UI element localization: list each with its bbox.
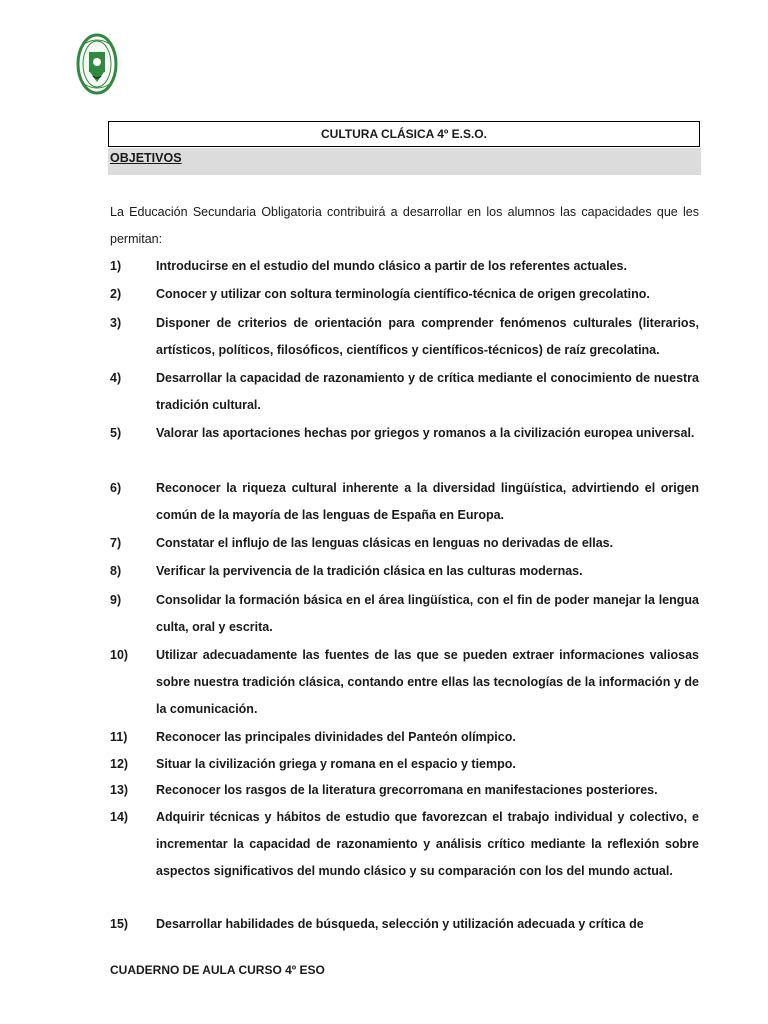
list-item-number: 8)	[110, 564, 122, 578]
list-item	[110, 420, 699, 447]
list-item	[110, 587, 699, 641]
list-item	[110, 365, 699, 419]
list-item-text: Consolidar la formación básica en el área lingüística, con el fin de poder manejar la lengua culta, oral y escrita.	[156, 593, 699, 634]
list-item-text: Constatar el influjo de las lenguas clásicas en lenguas no derivadas de ellas.	[156, 536, 614, 550]
list-item	[110, 911, 699, 938]
list-item-text: Valorar las aportaciones hechas por griegos y romanos a la civilización europea universal.	[156, 426, 695, 440]
list-item	[110, 253, 699, 280]
list-item-number: 12)	[110, 757, 129, 771]
list-item-text: Adquirir técnicas y hábitos de estudio que favorezcan el trabajo individual y colectivo, e incrementar la capacidad de razonamiento y análisis crítico mediante la reflexión sobre aspectos significativos del mundo clásico y su comparación con los del mundo actual.	[156, 810, 699, 878]
document-title: CULTURA CLÁSICA 4º E.S.O.	[108, 121, 700, 147]
list-item-number: 11)	[110, 730, 128, 744]
list-item	[110, 777, 699, 804]
list-item-number: 15)	[110, 917, 129, 931]
list-item-text: Disponer de criterios de orientación para comprender fenómenos culturales (literarios, artísticos, políticos, filosóficos, científicos y científicos-técnicos) de raíz grecolatina.	[156, 316, 699, 357]
list-item	[110, 558, 699, 585]
list-item	[110, 281, 699, 308]
list-item	[110, 642, 699, 723]
list-item	[110, 751, 699, 778]
list-item-number: 7)	[110, 536, 122, 550]
list-item-text: Utilizar adecuadamente las fuentes de las que se pueden extraer informaciones valiosas sobre nuestra tradición clásica, contando entre ellas las tecnologías de la información y de la comunicación.	[156, 648, 699, 716]
intro-paragraph: La Educación Secundaria Obligatoria contribuirá a desarrollar en los alumnos las capacidades que les permitan:	[110, 205, 699, 246]
list-item	[110, 804, 699, 885]
list-item-number: 1)	[110, 259, 122, 273]
list-item-text: Verificar la pervivencia de la tradición clásica en las culturas modernas.	[156, 564, 583, 578]
list-item-number: 5)	[110, 426, 122, 440]
list-item-number: 3)	[110, 316, 122, 330]
list-item-text: Desarrollar habilidades de búsqueda, selección y utilización adecuada y crítica de	[156, 917, 644, 931]
list-item-number: 6)	[110, 481, 122, 495]
list-item-number: 2)	[110, 287, 122, 301]
list-item-number: 13)	[110, 783, 129, 797]
list-item-number: 10)	[110, 648, 129, 662]
list-item-number: 4)	[110, 371, 122, 385]
list-item-text: Desarrollar la capacidad de razonamiento y de crítica mediante el conocimiento de nuestra tradición cultural.	[156, 371, 699, 412]
list-item-text: Introducirse en el estudio del mundo clásico a partir de los referentes actuales.	[156, 259, 627, 273]
list-item-text: Conocer y utilizar con soltura terminología científico-técnica de origen grecolatino.	[156, 287, 650, 301]
list-item	[110, 724, 699, 751]
list-item-text: Situar la civilización griega y romana en el espacio y tiempo.	[156, 757, 516, 771]
list-item-text: Reconocer los rasgos de la literatura grecorromana en manifestaciones posteriores.	[156, 783, 658, 797]
section-header-bar	[108, 148, 701, 175]
page-footer: CUADERNO DE AULA CURSO 4º ESO	[110, 963, 325, 977]
section-title: OBJETIVOS	[110, 151, 182, 165]
list-item-text: Reconocer la riqueza cultural inherente a la diversidad lingüística, advirtiendo el origen común de la mayoría de las lenguas de España en Europa.	[156, 481, 699, 522]
school-crest-icon	[76, 32, 118, 96]
list-item-number: 9)	[110, 593, 122, 607]
list-item	[110, 310, 699, 364]
list-item	[110, 530, 699, 557]
list-item-text: Reconocer las principales divinidades del Panteón olímpico.	[156, 730, 516, 744]
list-item-number: 14)	[110, 810, 129, 824]
list-item	[110, 475, 699, 529]
